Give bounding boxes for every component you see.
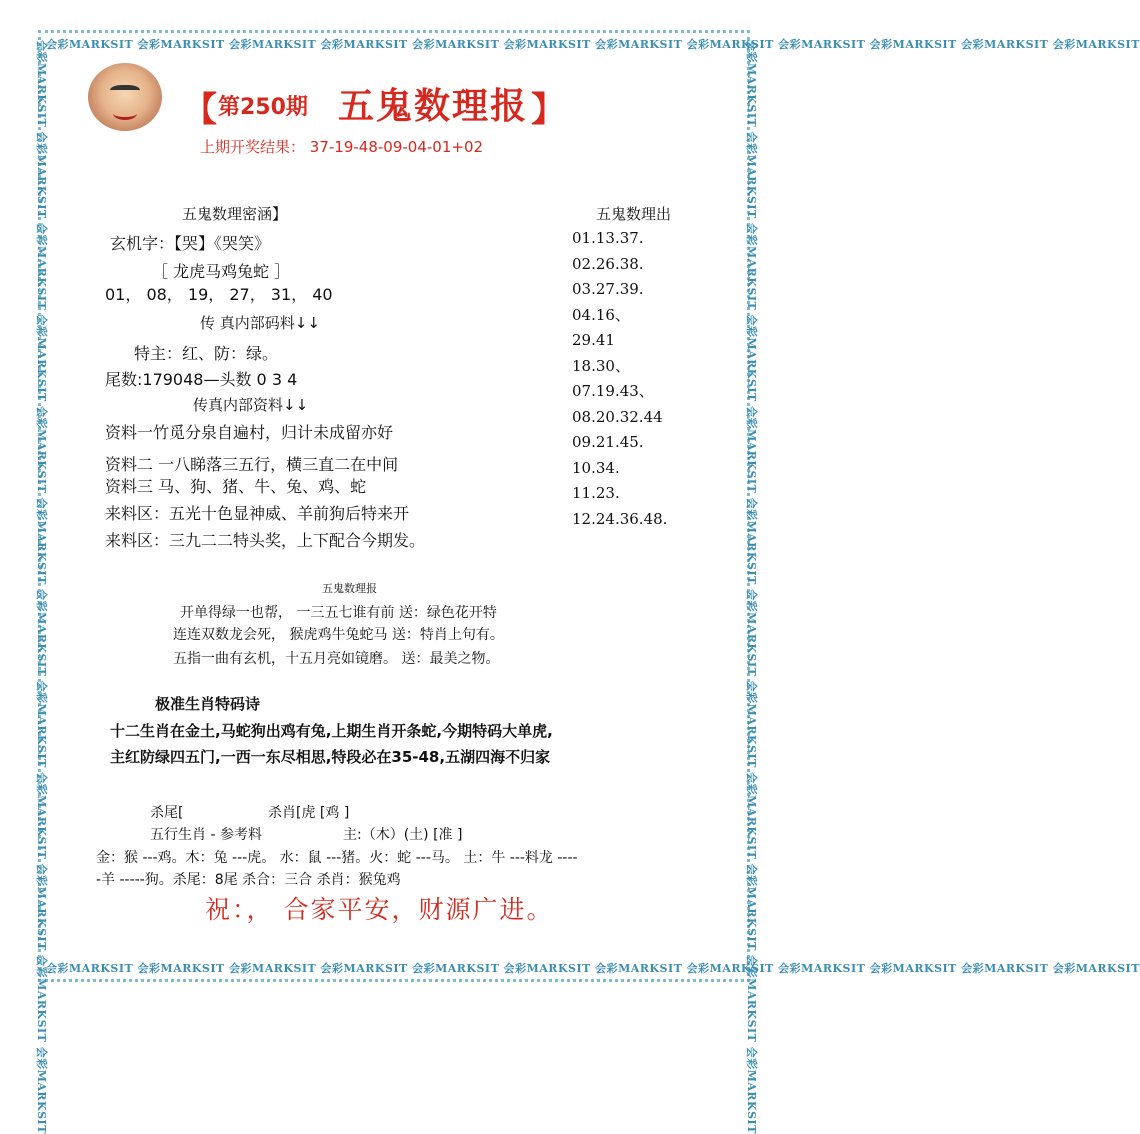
main-element: 主:（木）(土) [准 ] bbox=[343, 827, 463, 843]
number-item: 12.24.36.48. bbox=[572, 509, 668, 528]
watermark-bottom bbox=[46, 960, 1140, 976]
number-item: 08.20.32.44 bbox=[572, 407, 663, 426]
poem-line-3: 五指一曲有玄机，十五月亮如镜磨。 送：最美之物。 bbox=[173, 651, 500, 667]
avatar-eyes bbox=[110, 85, 140, 98]
page-title: 五鬼数理报 bbox=[338, 85, 529, 127]
watermark-text: 会彩MARKSIT 会彩MARKSIT 会彩MARKSIT 会彩MARKSIT 会彩MARKSIT 会彩MARKSIT 会彩MARKSIT 会彩MARKSIT 会彩MARKSIT 会彩MARKSIT 会彩MARKSIT 会彩MARKSIT bbox=[46, 962, 1140, 975]
watermark-text: 会彩MARKSIT 会彩MARKSIT 会彩MARKSIT 会彩MARKSIT 会彩MARKSIT 会彩MARKSIT 会彩MARKSIT 会彩MARKSIT 会彩MARKSIT 会彩MARKSIT 会彩MARKSIT 会彩MARKSIT bbox=[46, 38, 1140, 51]
tail-numbers: 尾数:179048—头数 0 3 4 bbox=[105, 370, 298, 389]
special-main: 特主：红、防：绿。 bbox=[134, 344, 279, 363]
numbers-list bbox=[572, 226, 667, 532]
source-2: 来料区：三九二二特头奖，上下配合今期发。 bbox=[105, 531, 426, 550]
zodiac-heading: 极准生肖特码诗 bbox=[155, 695, 261, 713]
info-2: 资料二 一八睇落三五行，横三直二在中间 bbox=[105, 455, 399, 474]
avatar bbox=[88, 63, 162, 131]
number-item: 03.27.39. bbox=[572, 280, 644, 298]
source-1: 来料区：五光十色显神威、羊前狗后特来开 bbox=[105, 504, 410, 523]
bracket-open: 【 bbox=[183, 90, 217, 130]
number-item: 01.13.37. bbox=[572, 229, 644, 247]
numbers-heading: 五鬼数理出 bbox=[596, 205, 672, 223]
result-value: 37-19-48-09-04-01+02 bbox=[309, 138, 484, 156]
last-result bbox=[200, 136, 483, 157]
fax-internal-2: 传真内部资料↓↓ bbox=[193, 396, 309, 414]
result-label: 上期开奖结果： bbox=[200, 138, 306, 156]
number-item: 02.26.38. bbox=[572, 254, 644, 273]
kill-zodiac: 杀肖[虎 [鸡 ] bbox=[268, 805, 350, 821]
issue-number: 第250期 bbox=[218, 95, 308, 120]
zodiac-line-2: 主红防绿四五门,一西一东尽相思,特段必在35-48,五湖四海不归家 bbox=[110, 748, 551, 766]
blessing: 祝：， 合家平安，财源广进。 bbox=[205, 895, 554, 924]
kill-tail: 杀尾[ bbox=[150, 805, 184, 821]
number-item: 11.23. bbox=[572, 484, 620, 502]
zodiac-line-1: 十二生肖在金土,马蛇狗出鸡有兔,上期生肖开条蛇,今期特码大单虎, bbox=[110, 722, 553, 740]
elements-line-2: -羊 -----狗。杀尾：8尾 杀合：三合 杀肖：猴兔鸡 bbox=[96, 872, 401, 888]
watermark-text: 会彩MARKSIT 会彩MARKSIT 会彩MARKSIT 会彩MARKSIT 会彩MARKSIT 会彩MARKSIT 会彩MARKSIT 会彩MARKSIT 会彩MARKSIT 会彩MARKSIT 会彩MARKSIT 会彩MARKSIT bbox=[35, 40, 48, 1134]
secret-heading: 五鬼数理密涵】 bbox=[182, 205, 288, 223]
watermark-top bbox=[46, 36, 1140, 52]
elements-line: 金：猴 ---鸡。木：兔 ---虎。 水：鼠 ---猪。火：蛇 ---马。 土：牛 ---料龙 ---- bbox=[96, 850, 578, 866]
five-elements-label: 五行生肖 - 参考料 bbox=[150, 827, 262, 843]
number-item: 18.30、 bbox=[572, 356, 630, 375]
bracket-close: 】 bbox=[531, 90, 565, 130]
number-list: 01， 08， 19， 27， 31， 40 bbox=[105, 285, 333, 304]
number-item: 29.41 bbox=[572, 331, 615, 349]
avatar-mouth bbox=[113, 107, 137, 120]
number-item: 10.34. bbox=[572, 458, 620, 477]
poem-small-title: 五鬼数理报 bbox=[322, 582, 377, 595]
number-item: 04.16、 bbox=[572, 305, 630, 324]
info-1: 资料一竹觅分泉自遍村，归计未成留亦好 bbox=[105, 423, 394, 442]
watermark-left bbox=[34, 40, 50, 1134]
poem-line-1: 开单得绿一也帮， 一三五七谁有前 送：绿色花开特 bbox=[180, 605, 497, 621]
fax-internal-1: 传 真内部码料↓↓ bbox=[200, 314, 320, 332]
poem-line-2: 连连双数龙会死， 猴虎鸡牛兔蛇马 送：特肖上句有。 bbox=[173, 627, 504, 643]
watermark-text: 会彩MARKSIT 会彩MARKSIT 会彩MARKSIT 会彩MARKSIT 会彩MARKSIT 会彩MARKSIT 会彩MARKSIT 会彩MARKSIT 会彩MARKSIT 会彩MARKSIT 会彩MARKSIT 会彩MARKSIT bbox=[745, 40, 758, 1134]
animal-list: ［ 龙虎马鸡兔蛇 ］ bbox=[152, 262, 291, 281]
number-item: 09.21.45. bbox=[572, 433, 644, 451]
mystery-word: 玄机字：【哭】《哭笑》 bbox=[110, 234, 271, 253]
number-item: 07.19.43、 bbox=[572, 382, 654, 400]
watermark-right bbox=[744, 40, 760, 1134]
info-3: 资料三 马、狗、猪、牛、兔、鸡、蛇 bbox=[105, 477, 367, 496]
